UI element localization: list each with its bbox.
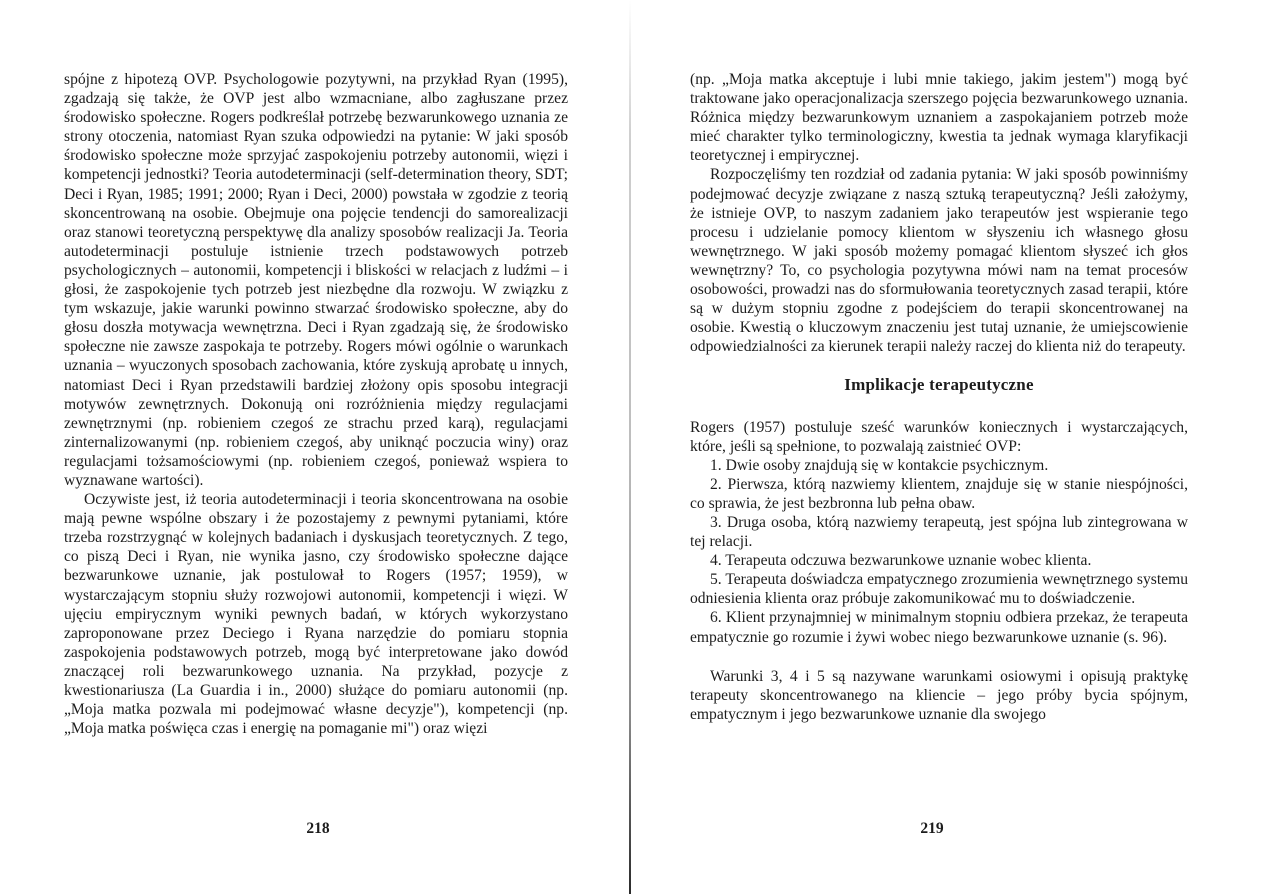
condition-item-4: 4. Terapeuta odczuwa bezwarunkowe uznanie wobec klienta. (710, 552, 1092, 570)
condition-item-6: 6. Klient przynajmniej w minimalnym stopniu odbiera przekaz, że terapeuta empatycznie go rozumie i żywi wobec niego bezwarunkowe uznanie (s. 96). (690, 609, 1188, 646)
paragraph-gap (690, 647, 1188, 667)
condition-item-3: 3. Druga osoba, którą nazwiemy terapeutą, jest spójna lub zintegrowana w tej relacji. (690, 513, 1188, 551)
closing-paragraph: Warunki 3, 4 i 5 są nazywane warunkami osiowymi i opisują praktykę terapeuty skoncentrowanego na kliencie – jego próby bycia spójnym, empatycznym i jego bezwarunkowe uznanie dla swojego (690, 667, 1188, 723)
right-page (632, 0, 1262, 894)
right-paragraph-2: Rozpoczęliśmy ten rozdział od zadania pytania: W jaki sposób powinniśmy podejmować decyzje związane z naszą sztuką terapeutyczną? Jeśli założymy, że istnieje OVP, to naszym zadaniem jako terapeutów jest wspieranie tego procesu i udzielanie pomocy klientom w słyszeniu ich własnego głosu wewnętrznego. W jaki sposób możemy pomagać klientom słyszeć ich głos wewnętrzny? To, co psychologia pozytywna mówi nam na temat procesów osobowości, prowadzi nas do sformułowania teoretycznych zasad terapii, które są w dużym stopniu zgodne z podejściem do terapii skoncentrowanej na osobie. Kwestią o kluczowym znaczeniu jest tutaj uznanie, że umiejscowienie odpowiedzialności za kierunek terapii należy raczej do klienta niż do terapeuty. (690, 166, 1188, 356)
left-page-number: 218 (306, 820, 330, 837)
right-paragraph-1: (np. „Moja matka akceptuje i lubi mnie takiego, jakim jestem") mogą być traktowane jako operacjonalizacja szerszego pojęcia bezwarunkowego uznania. Różnica między bezwarunkowym uznaniem a zaspokajaniem potrzeb może mieć charakter tylko terminologiczny, kwestia ta jednak wymaga klaryfikacji teoretycznej i empirycznej. (690, 71, 1188, 165)
book-gutter (629, 0, 631, 894)
condition-item-1: 1. Dwie osoby znajdują się w kontakcie psychicznym. (710, 456, 1049, 474)
condition-item-5: 5. Terapeuta doświadcza empatycznego zrozumienia wewnętrznego systemu odniesienia klienta oraz próbuje zakomunikować mu to doświadczenie. (690, 571, 1188, 608)
conditions-intro: Rogers (1957) postuluje sześć warunków koniecznych i wystarczających, które, jeśli są spełnione, to pozwalają zaistnieć OVP: (690, 418, 1188, 455)
condition-item-2: 2. Pierwsza, którą nazwiemy klientem, znajduje się w stanie niespójności, co sprawia, że jest bezbronna lub pełna obaw. (690, 475, 1188, 512)
left-paragraph-2: Oczywiste jest, iż teoria autodeterminacji i teoria skoncentrowana na osobie mają pewne wspólne obszary i że pozostajemy z pewnymi pytaniami, które trzeba rozstrzygnąć w kolejnych badaniach i dyskusjach teoretycznych. Z tego, co piszą Deci i Ryan, nie wynika jasno, czy środowisko społeczne dające bezwarunkowe uznanie, jak postulował to Rogers (1957; 1959), w wystarczającym stopniu służy rozwojowi autonomii, kompetencji i więzi. W ujęciu empirycznym wyniki pewnych badań, w których wykorzystano zaproponowane przez Deciego i Ryana narzędzie do pomiaru stopnia zaspokojenia podstawowych potrzeb, mogą być interpretowane jako dowód znaczącej roli bezwarunkowego uznania. Na przykład, pozycje z kwestionariusza (La Guardia i in., 2000) służące do pomiaru autonomii (np. „Moja matka pozwala mi podejmować własne decyzje"), kompetencji (np. „Moja matka poświęca czas i energię na pomaganie mi") oraz więzi (64, 491, 568, 738)
left-page-text (64, 70, 568, 738)
right-page-text (690, 70, 1188, 724)
left-paragraph-1: spójne z hipotezą OVP. Psychologowie pozytywni, na przykład Ryan (1995), zgadzają się także, że OVP jest albo wzmacniane, albo zagłuszane przez środowisko społeczne. Rogers podkreślał potrzebę bezwarunkowego uznania ze strony otoczenia, natomiast Ryan szuka odpowiedzi na pytanie: W jaki sposób środowisko społeczne może sprzyjać zaspokojeniu potrzeby autonomii, więzi i kompetencji jednostki? Teoria autodeterminacji (self-determination theory, SDT; Deci i Ryan, 1985; 1991; 2000; Ryan i Deci, 2000) powstała w zgodzie z teorią skoncentrowaną na osobie. Obejmuje ona pojęcie tendencji do samorealizacji oraz stanowi teoretyczną perspektywę dla analizy sposobów realizacji Ja. Teoria autodeterminacji postuluje istnienie trzech podstawowych potrzeb psychologicznych – autonomii, kompetencji i bliskości w relacjach z ludźmi – i głosi, że zaspokojenie tych potrzeb jest niezbędne dla rozwoju. W związku z tym wskazuje, jakie warunki powinno stwarzać środowisko społeczne, aby do głosu doszła motywacja wewnętrzna. Deci i Ryan zgadzają się, że środowisko społeczne nie zawsze zaspokaja te potrzeby. Rogers mówi ogólnie o warunkach uznania – wyuczonych sposobach zachowania, które zyskują aprobatę u innych, natomiast Deci i Ryan przedstawili bardziej złożony opis sposobu integracji motywów zewnętrznych. Dokonują oni rozróżnienia między regulacjami zewnętrznymi (np. robieniem czegoś ze strachu przed karą), regulacjami zinternalizowanymi (np. robieniem czegoś, aby uniknąć poczucia winy) oraz regulacjami tożsamościowymi (np. robieniem czegoś, ponieważ wspiera to wyznawane wartości). (64, 71, 568, 489)
left-page (0, 0, 630, 894)
right-page-number: 219 (920, 820, 944, 837)
section-heading: Implikacje terapeutyczne (844, 375, 1034, 395)
